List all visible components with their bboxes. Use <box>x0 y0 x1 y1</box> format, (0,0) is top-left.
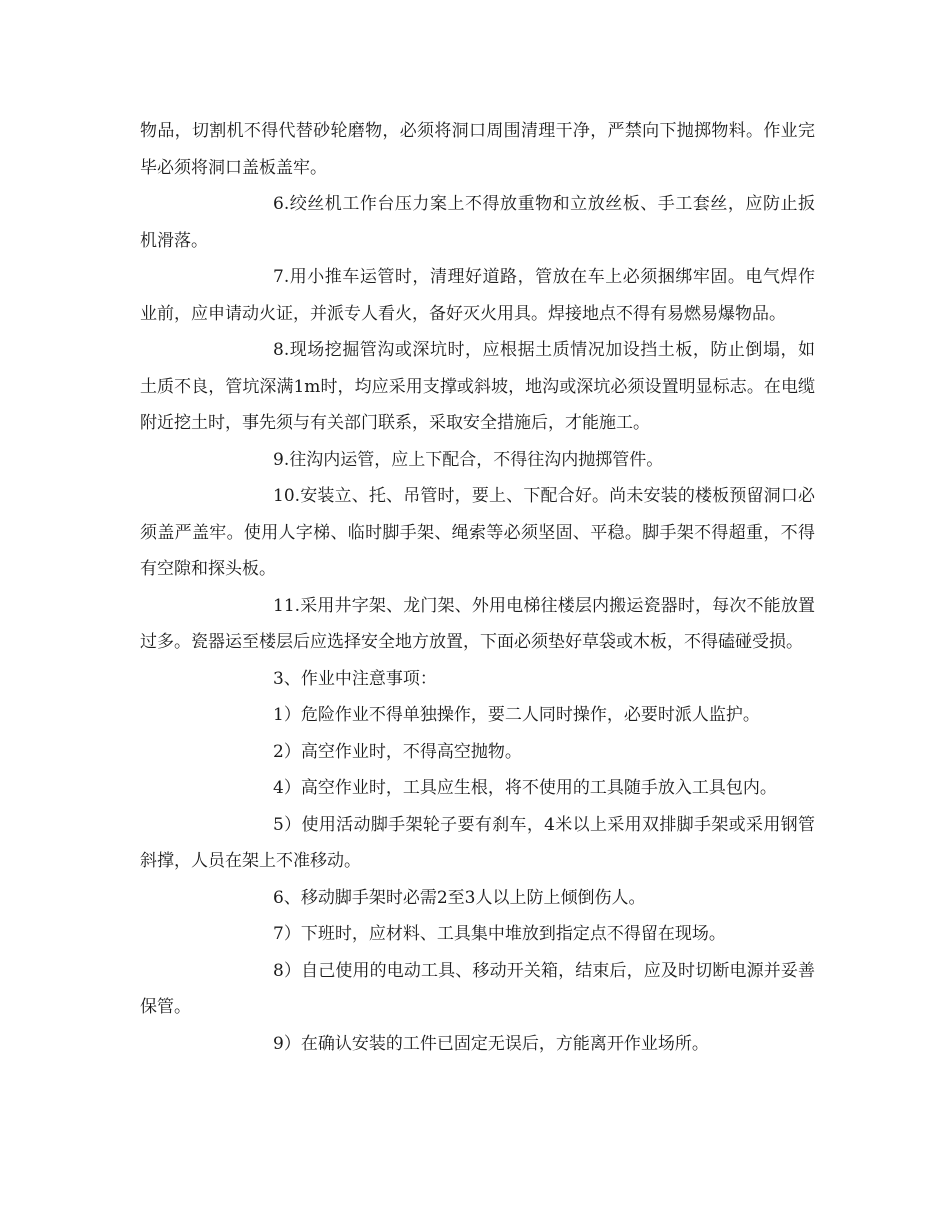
paragraph-item-9: 9.往沟内运管，应上下配合，不得往沟内抛掷管件。 <box>273 449 664 470</box>
paragraph-item-8: 8.现场挖掘管沟或深坑时，应根据土质情况加设挡土板，防止倒塌，如土质不良，管坑深满1m时，均应采用支撑或斜坡，地沟或深坑必须设置明显标志。在电缆附近挖土时，事先须与有关部门联系，采取安全措施后，才能施工。 <box>140 340 815 433</box>
precaution-item-1: 1）危险作业不得单独操作，要二人同时操作，必要时派人监护。 <box>273 705 760 725</box>
precaution-item-8: 8）自己使用的电动工具、移动开关箱，结束后，应及时切断电源并妥善保管。 <box>140 960 815 1017</box>
precaution-item-5: 5）使用活动脚手架轮子要有刹车，4米以上采用双排脚手架或采用钢管斜撑，人员在架上不准移动。 <box>140 814 815 871</box>
paragraph-item-7: 7.用小推车运管时，清理好道路，管放在车上必须捆绑牢固。电气焊作业前，应申请动火证，并派专人看火，备好灭火用具。焊接地点不得有易燃易爆物品。 <box>140 267 815 324</box>
paragraph-continuation: 物品，切割机不得代替砂轮磨物，必须将洞口周围清理干净，严禁向下抛掷物料。作业完毕必须将洞口盖板盖牢。 <box>140 121 815 178</box>
paragraph-item-10: 10.安装立、托、吊管时，要上、下配合好。尚未安装的楼板预留洞口必须盖严盖牢。使用人字梯、临时脚手架、绳索等必须坚固、平稳。脚手架不得超重，不得有空隙和探头板。 <box>140 486 815 579</box>
precaution-item-2: 2）高空作业时，不得高空抛物。 <box>273 741 522 762</box>
document-body <box>140 113 815 1062</box>
section-heading-precautions: 3、作业中注意事项： <box>273 668 437 689</box>
paragraph-item-6: 6.绞丝机工作台压力案上不得放重物和立放丝板、手工套丝，应防止扳机滑落。 <box>140 194 815 251</box>
paragraph-item-11: 11.采用井字架、龙门架、外用电梯往楼层内搬运瓷器时，每次不能放置过多。瓷器运至楼层后应选择安全地方放置，下面必须垫好草袋或木板，不得磕碰受损。 <box>140 595 815 652</box>
precaution-item-4: 4）高空作业时，工具应生根，将不使用的工具随手放入工具包内。 <box>273 778 777 798</box>
precaution-item-9: 9）在确认安装的工件已固定无误后，方能离开作业场所。 <box>273 1033 709 1054</box>
precaution-item-6: 6、移动脚手架时必需2至3人以上防上倾倒伤人。 <box>273 887 646 908</box>
precaution-item-7: 7）下班时，应材料、工具集中堆放到指定点不得留在现场。 <box>273 924 726 944</box>
